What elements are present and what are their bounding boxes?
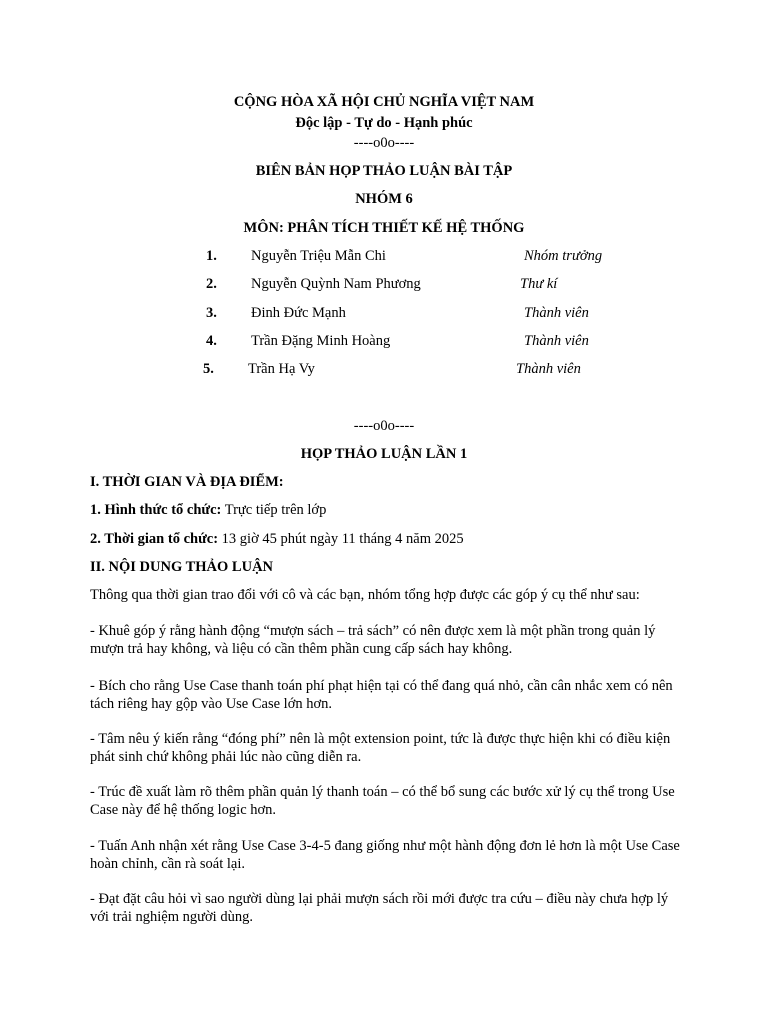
group-name: NHÓM 6 <box>355 191 413 207</box>
member-role: Thành viên <box>524 305 589 321</box>
subject: MÔN: PHÂN TÍCH THIẾT KẾ HỆ THỐNG <box>243 220 525 236</box>
feedback-item: - Đạt đặt câu hỏi vì sao người dùng lại phải mượn sách rồi mới được tra cứu – điều này chưa hợp lý với trải nghiệm người dùng. <box>90 891 669 925</box>
section-heading: I. THỜI GIAN VÀ ĐỊA ĐIỂM: <box>90 474 284 490</box>
motto: Độc lập - Tự do - Hạnh phúc <box>295 115 473 131</box>
feedback-item: - Trúc đề xuất làm rõ thêm phần quản lý thanh toán – có thể bổ sung các bước xử lý cụ thể trong Use Case này để hệ thống logic hơn. <box>90 784 675 818</box>
member-number: 2. <box>206 276 217 292</box>
section-heading: II. NỘI DUNG THẢO LUẬN <box>90 559 274 575</box>
meeting-time-value: 13 giờ 45 phút ngày 11 tháng 4 năm 2025 <box>218 531 464 547</box>
country-header: CỘNG HÒA XÃ HỘI CHỦ NGHĨA VIỆT NAM <box>233 94 535 110</box>
member-role: Thư kí <box>520 276 558 292</box>
feedback-item: - Bích cho rằng Use Case thanh toán phí phạt hiện tại có thể đang quá nhỏ, cần cân nhắc xem có nên tách riêng hay gộp vào Use Case lớn hơn. <box>90 678 673 712</box>
document-title: BIÊN BẢN HỌP THẢO LUẬN BÀI TẬP <box>255 163 513 179</box>
member-role: Thành viên <box>516 361 581 377</box>
meeting-form-label: 1. Hình thức tổ chức: <box>90 502 222 518</box>
feedback-item: - Tâm nêu ý kiến rằng “đóng phí” nên là một extension point, tức là được thực hiện khi có điều kiện phát sinh chứ không phải lúc nào cũng diễn ra. <box>90 731 671 765</box>
member-name: Trần Hạ Vy <box>248 361 315 377</box>
member-number: 3. <box>206 305 217 321</box>
member-name: Trần Đặng Minh Hoàng <box>251 333 391 349</box>
member-role: Nhóm trưởng <box>524 248 603 264</box>
member-number: 1. <box>206 248 217 264</box>
meeting-form <box>90 501 326 519</box>
member-number: 4. <box>206 333 217 349</box>
feedback-item: - Khuê góp ý rằng hành động “mượn sách – trả sách” có nên được xem là một phần trong quản lý mượn trả hay không, và liệu có cần thêm phần cung cấp sách hay không. <box>90 623 656 657</box>
member-name: Nguyễn Quỳnh Nam Phương <box>251 276 421 292</box>
member-name: Đinh Đức Mạnh <box>251 305 346 321</box>
section-separator: ----o0o---- <box>353 418 415 434</box>
member-role: Thành viên <box>524 333 589 349</box>
header-separator: ----o0o---- <box>353 135 415 151</box>
feedback-item: - Tuấn Anh nhận xét rằng Use Case 3-4-5 đang giống như một hành động đơn lẻ hơn là một Use Case hoàn chỉnh, cần rà soát lại. <box>90 838 680 872</box>
member-name: Nguyễn Triệu Mẫn Chi <box>251 248 386 264</box>
member-number: 5. <box>203 361 214 377</box>
intro-paragraph: Thông qua thời gian trao đổi với cô và các bạn, nhóm tổng hợp được các góp ý cụ thể như sau: <box>90 587 640 603</box>
meeting-title: HỌP THẢO LUẬN LẦN 1 <box>300 446 468 462</box>
meeting-time <box>90 530 464 548</box>
meeting-time-label: 2. Thời gian tổ chức: <box>90 531 219 547</box>
meeting-form-value: Trực tiếp trên lớp <box>221 502 327 518</box>
